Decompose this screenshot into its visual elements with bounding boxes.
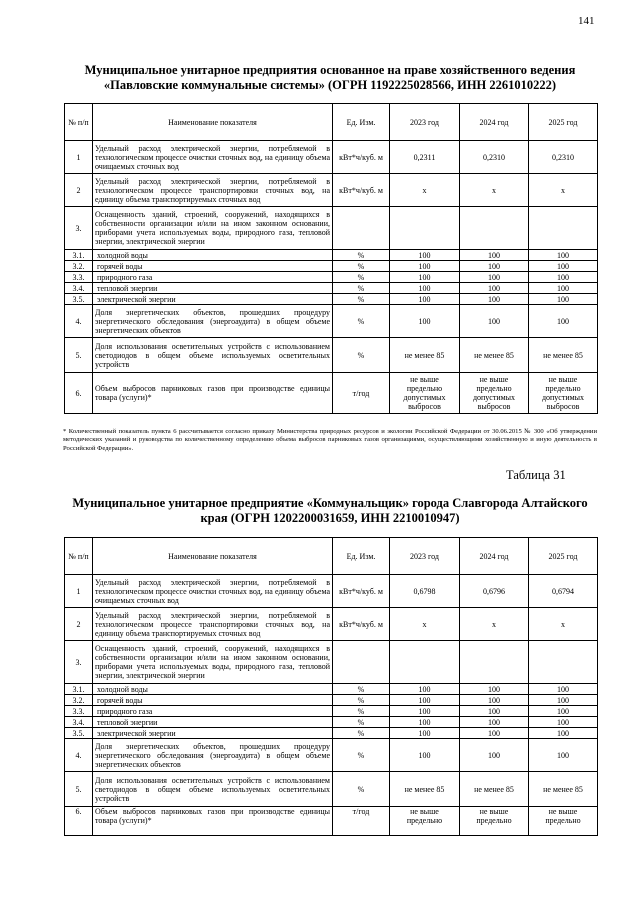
cell-2025: х — [529, 608, 598, 641]
cell-2024: 100 — [460, 305, 529, 338]
cell-2025: не менее 85 — [529, 772, 598, 807]
cell-unit: % — [333, 706, 390, 717]
cell-2025: 0,6794 — [529, 575, 598, 608]
cell-2025: 100 — [529, 283, 598, 294]
cell-2023: 0,6798 — [390, 575, 460, 608]
cell-unit: кВт*ч/куб. м — [333, 174, 390, 207]
cell-number: 3.4. — [65, 717, 93, 728]
cell-2025: 100 — [529, 706, 598, 717]
cell-unit — [333, 641, 390, 684]
cell-name: горячей воды — [93, 695, 333, 706]
cell-2024: 100 — [460, 250, 529, 261]
header-y2024: 2024 год — [460, 538, 529, 575]
table-row — [65, 207, 598, 250]
cell-2024: х — [460, 174, 529, 207]
cell-name: Объем выбросов парниковых газов при производстве единицы товара (услуги)* — [93, 373, 333, 414]
cell-name: Оснащенность зданий, строений, сооружений, находящихся в собственности организации и/или на ином законном основании, приборами учета используемых воды, природного газа, тепловой энергии, электрической энергии — [93, 641, 333, 684]
indicators-table-1-body — [65, 104, 598, 414]
cell-number: 6. — [65, 373, 93, 414]
header-y2023: 2023 год — [390, 104, 460, 141]
cell-2024: не менее 85 — [460, 772, 529, 807]
indicators-table-2 — [64, 537, 598, 836]
cell-name: природного газа — [93, 272, 333, 283]
cell-number: 1 — [65, 575, 93, 608]
cell-number: 4. — [65, 739, 93, 772]
cell-name: тепловой энергии — [93, 717, 333, 728]
table-row — [65, 338, 598, 373]
cell-number: 3.3. — [65, 706, 93, 717]
cell-2024: не менее 85 — [460, 338, 529, 373]
header-y2023: 2023 год — [390, 538, 460, 575]
cell-unit: % — [333, 261, 390, 272]
cell-unit: % — [333, 250, 390, 261]
cell-2025: 100 — [529, 695, 598, 706]
cell-2024 — [460, 207, 529, 250]
cell-2023: 100 — [390, 294, 460, 305]
cell-unit: % — [333, 739, 390, 772]
table-row — [65, 695, 598, 706]
cell-name: холодной воды — [93, 250, 333, 261]
cell-2023: 100 — [390, 706, 460, 717]
cell-number: 1 — [65, 141, 93, 174]
cell-number: 6. — [65, 807, 93, 836]
cell-2025: 100 — [529, 250, 598, 261]
cell-number: 3. — [65, 207, 93, 250]
cell-2024: х — [460, 608, 529, 641]
cell-2024: 100 — [460, 695, 529, 706]
cell-name: Доля использования осветительных устройств с использованием светодиодов в общем объеме используемых осветительных устройств — [93, 772, 333, 807]
cell-name: Доля использования осветительных устройств с использованием светодиодов в общем объеме используемых осветительных устройств — [93, 338, 333, 373]
section-1-title-line-2: «Павловские коммунальные системы» (ОГРН 1192225028566, ИНН 2261010222) — [103, 78, 557, 92]
cell-2023: не менее 85 — [390, 772, 460, 807]
cell-2023: 100 — [390, 728, 460, 739]
cell-unit: кВт*ч/куб. м — [333, 608, 390, 641]
cell-unit: кВт*ч/куб. м — [333, 141, 390, 174]
cell-2023: 100 — [390, 250, 460, 261]
cell-2025: 100 — [529, 261, 598, 272]
cell-2023 — [390, 207, 460, 250]
cell-2023: не выше предельно — [390, 807, 460, 836]
cell-number: 2 — [65, 608, 93, 641]
header-num: № п/п — [65, 538, 93, 575]
table-row — [65, 728, 598, 739]
table-row — [65, 305, 598, 338]
section-2-title-line-2: края (ОГРН 1202200031659, ИНН 2210010947) — [200, 511, 460, 525]
header-unit: Ед. Изм. — [333, 104, 390, 141]
cell-2024: 100 — [460, 728, 529, 739]
cell-name: Доля энергетических объектов, прошедших процедуру энергетического обследования (энергоаудита) в общем объеме энергетических объектов — [93, 305, 333, 338]
cell-2025: 100 — [529, 305, 598, 338]
cell-name: Объем выбросов парниковых газов при производстве единицы товара (услуги)* — [93, 807, 333, 836]
cell-2024: 100 — [460, 717, 529, 728]
header-name: Наименование показателя — [93, 538, 333, 575]
cell-number: 3.3. — [65, 272, 93, 283]
cell-name: Удельный расход электрической энергии, потребляемой в технологическом процессе очистки сточных вод, на единицу объема очищаемых сточных вод — [93, 575, 333, 608]
table-row — [65, 641, 598, 684]
cell-name: холодной воды — [93, 684, 333, 695]
cell-2024: 100 — [460, 272, 529, 283]
cell-name: горячей воды — [93, 261, 333, 272]
cell-number: 5. — [65, 338, 93, 373]
cell-2025 — [529, 207, 598, 250]
cell-number: 3.1. — [65, 684, 93, 695]
cell-name: тепловой энергии — [93, 283, 333, 294]
table-row — [65, 261, 598, 272]
header-num: № п/п — [65, 104, 93, 141]
cell-name: природного газа — [93, 706, 333, 717]
cell-unit: % — [333, 283, 390, 294]
cell-2025: 100 — [529, 294, 598, 305]
section-1-title — [60, 63, 600, 93]
cell-2024 — [460, 641, 529, 684]
cell-name: Доля энергетических объектов, прошедших процедуру энергетического обследования (энергоаудита) в общем объеме энергетических объектов — [93, 739, 333, 772]
cell-unit: % — [333, 728, 390, 739]
indicators-table-1 — [64, 103, 598, 414]
cell-2025: 100 — [529, 684, 598, 695]
cell-2023: х — [390, 608, 460, 641]
cell-2025: не выше предельно допустимых выбросов — [529, 373, 598, 414]
table-row — [65, 272, 598, 283]
cell-2024: не выше предельно — [460, 807, 529, 836]
table-row — [65, 294, 598, 305]
table-row — [65, 608, 598, 641]
section-2-title-line-1: Муниципальное унитарное предприятие «Коммунальщик» города Славгорода Алтайского — [72, 496, 588, 510]
cell-unit: кВт*ч/куб. м — [333, 575, 390, 608]
cell-name: электрической энергии — [93, 728, 333, 739]
cell-unit — [333, 207, 390, 250]
cell-name: Оснащенность зданий, строений, сооружений, находящихся в собственности организации и/или на ином законном основании, приборами учета используемых воды, природного газа, тепловой энергии, электрической энергии — [93, 207, 333, 250]
page-number: 141 — [578, 15, 595, 27]
cell-number: 3. — [65, 641, 93, 684]
cell-number: 2 — [65, 174, 93, 207]
cell-unit: % — [333, 305, 390, 338]
table-row — [65, 684, 598, 695]
cell-number: 3.5. — [65, 294, 93, 305]
cell-2023 — [390, 641, 460, 684]
cell-2025: 100 — [529, 717, 598, 728]
table-row — [65, 575, 598, 608]
section-1-title-line-1: Муниципальное унитарное предприятия основанное на праве хозяйственного ведения — [84, 63, 576, 77]
cell-name: электрической энергии — [93, 294, 333, 305]
cell-unit: % — [333, 695, 390, 706]
cell-2023: не выше предельно допустимых выбросов — [390, 373, 460, 414]
cell-unit: % — [333, 338, 390, 373]
table-header-row — [65, 104, 598, 141]
cell-number: 5. — [65, 772, 93, 807]
header-name: Наименование показателя — [93, 104, 333, 141]
cell-2023: 100 — [390, 272, 460, 283]
table-row — [65, 772, 598, 807]
table-number: Таблица 31 — [506, 468, 566, 482]
header-y2025: 2025 год — [529, 104, 598, 141]
cell-2024: 100 — [460, 261, 529, 272]
cell-number: 3.2. — [65, 261, 93, 272]
cell-2023: 100 — [390, 684, 460, 695]
cell-name: Удельный расход электрической энергии, потребляемой в технологическом процессе очистки сточных вод, на единицу объема очищаемых сточных вод — [93, 141, 333, 174]
table-row — [65, 706, 598, 717]
table-row — [65, 283, 598, 294]
cell-2023: 100 — [390, 283, 460, 294]
cell-2025: 100 — [529, 739, 598, 772]
cell-2024: 0,2310 — [460, 141, 529, 174]
table-row — [65, 174, 598, 207]
header-y2024: 2024 год — [460, 104, 529, 141]
cell-number: 3.1. — [65, 250, 93, 261]
cell-2025: не менее 85 — [529, 338, 598, 373]
table-row — [65, 717, 598, 728]
cell-2025: 0,2310 — [529, 141, 598, 174]
cell-2025: не выше предельно — [529, 807, 598, 836]
table-header-row — [65, 538, 598, 575]
cell-2024: 100 — [460, 739, 529, 772]
cell-unit: % — [333, 717, 390, 728]
table-row — [65, 141, 598, 174]
table-row — [65, 807, 598, 836]
cell-2024: 100 — [460, 294, 529, 305]
cell-name: Удельный расход электрической энергии, потребляемой в технологическом процессе транспортировки сточных вод, на единицу объема транспортируемых сточных вод — [93, 174, 333, 207]
cell-2023: не менее 85 — [390, 338, 460, 373]
cell-number: 4. — [65, 305, 93, 338]
cell-2023: 100 — [390, 739, 460, 772]
cell-2023: х — [390, 174, 460, 207]
cell-2025: 100 — [529, 728, 598, 739]
cell-2025: 100 — [529, 272, 598, 283]
cell-unit: % — [333, 272, 390, 283]
cell-number: 3.4. — [65, 283, 93, 294]
cell-number: 3.2. — [65, 695, 93, 706]
cell-2024: 100 — [460, 706, 529, 717]
footnote: * Количественный показатель пункта 6 рассчитывается согласно приказу Министерства природных ресурсов и экологии Российской Федерации от 30.06.2015 № 300 «Об утверждении методических указаний и руководства по количественному определению объема выбросов парниковых газов организациями, осуществляющими хозяйственную и иную деятельность в Российской Федерации». — [63, 428, 597, 452]
cell-unit: т/год — [333, 373, 390, 414]
cell-unit: т/год — [333, 807, 390, 836]
cell-name: Удельный расход электрической энергии, потребляемой в технологическом процессе транспортировки сточных вод, на единицу объема транспортируемых сточных вод — [93, 608, 333, 641]
table-row — [65, 373, 598, 414]
header-unit: Ед. Изм. — [333, 538, 390, 575]
table-row — [65, 739, 598, 772]
cell-unit: % — [333, 294, 390, 305]
cell-2023: 100 — [390, 261, 460, 272]
section-2-title — [60, 496, 600, 526]
cell-unit: % — [333, 772, 390, 807]
cell-number: 3.5. — [65, 728, 93, 739]
header-y2025: 2025 год — [529, 538, 598, 575]
cell-unit: % — [333, 684, 390, 695]
cell-2023: 100 — [390, 305, 460, 338]
cell-2023: 100 — [390, 695, 460, 706]
cell-2024: не выше предельно допустимых выбросов — [460, 373, 529, 414]
cell-2024: 100 — [460, 283, 529, 294]
cell-2023: 100 — [390, 717, 460, 728]
table-row — [65, 250, 598, 261]
cell-2024: 0,6796 — [460, 575, 529, 608]
cell-2025: х — [529, 174, 598, 207]
cell-2025 — [529, 641, 598, 684]
cell-2024: 100 — [460, 684, 529, 695]
indicators-table-2-body — [65, 538, 598, 836]
cell-2023: 0,2311 — [390, 141, 460, 174]
